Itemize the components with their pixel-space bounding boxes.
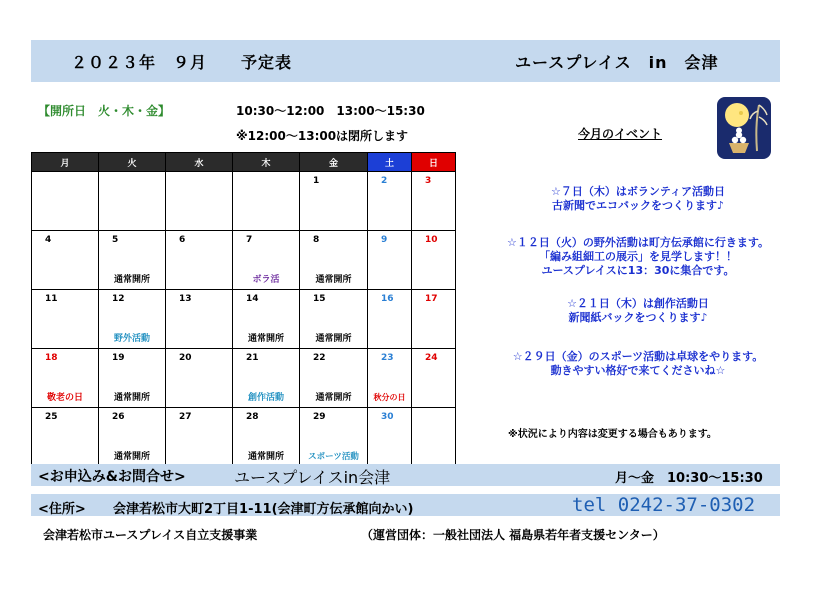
weekday-sat: 土 — [368, 153, 412, 172]
change-notice: ※状況により内容は変更する場合もあります。 — [508, 429, 717, 440]
date-sun: 24 — [412, 349, 456, 367]
date-wed: 13 — [166, 290, 233, 308]
calendar-date-row — [32, 172, 456, 190]
date-sun: 3 — [412, 172, 456, 190]
activity-wed — [166, 425, 233, 467]
activity-sat — [368, 248, 412, 290]
date-tue: 5 — [99, 231, 166, 249]
activity-sat — [368, 425, 412, 467]
activity-mon: 敬老の日 — [32, 366, 99, 408]
address: 会津若松市大町2丁目1-11(会津町方伝承館向かい) — [113, 502, 414, 517]
date-wed: 6 — [166, 231, 233, 249]
org-title: ユースプレイス in 会津 — [515, 53, 719, 72]
open-times: 10:30～12:00 13:00～15:30 — [236, 104, 425, 118]
date-mon: 18 — [32, 349, 99, 367]
date-sun — [412, 408, 456, 426]
activity-sat: 秋分の日 — [368, 366, 412, 408]
activity-tue: 通常開所 — [99, 425, 166, 467]
date-mon: 11 — [32, 290, 99, 308]
open-days: 【開所日 火・木・金】 — [38, 104, 171, 118]
date-fri: 8 — [300, 231, 368, 249]
activity-sun — [412, 189, 456, 231]
calendar-activity-row — [32, 366, 456, 408]
date-thu: 21 — [233, 349, 300, 367]
contact-org: ユースプレイスin会津 — [234, 468, 391, 487]
program-name: 会津若松市ユースプレイス自立支援事業 — [43, 528, 258, 542]
date-thu: 14 — [233, 290, 300, 308]
event-item — [468, 350, 808, 378]
calendar-activity-row — [32, 189, 456, 231]
activity-sun — [412, 307, 456, 349]
header-band — [31, 40, 780, 82]
activity-sun — [412, 425, 456, 467]
date-tue: 26 — [99, 408, 166, 426]
calendar-activity-row — [32, 248, 456, 290]
event-line: ☆２１日（木）は創作活動日 — [567, 297, 709, 310]
activity-tue: 野外活動 — [99, 307, 166, 349]
date-sun: 17 — [412, 290, 456, 308]
calendar-date-row — [32, 408, 456, 426]
calendar-date-row — [32, 231, 456, 249]
activity-mon — [32, 248, 99, 290]
contact-label: <お申込み&お問合せ> — [38, 469, 186, 485]
activity-fri: 通常開所 — [300, 366, 368, 408]
weekday-tue: 火 — [99, 153, 166, 172]
weekday-header — [32, 153, 456, 172]
activity-fri: 通常開所 — [300, 307, 368, 349]
date-wed: 20 — [166, 349, 233, 367]
closed-note: ※12:00～13:00は閉所します — [236, 129, 409, 143]
events-title: 今月のイベント — [578, 127, 663, 141]
date-mon: 4 — [32, 231, 99, 249]
event-line: ☆７日（木）はボランティア活動日 — [551, 185, 725, 198]
date-tue: 12 — [99, 290, 166, 308]
weekday-fri: 金 — [300, 153, 368, 172]
activity-fri: スポーツ活動 — [300, 425, 368, 467]
date-thu — [233, 172, 300, 190]
date-sun: 10 — [412, 231, 456, 249]
activity-fri — [300, 189, 368, 231]
date-wed: 27 — [166, 408, 233, 426]
event-line: ☆２９日（金）のスポーツ活動は卓球をやります。 — [512, 350, 764, 363]
activity-wed — [166, 248, 233, 290]
activity-mon — [32, 189, 99, 231]
calendar-table — [31, 152, 456, 467]
page-title: ２０２３年 ９月 予定表 — [71, 53, 293, 72]
event-item — [468, 297, 808, 325]
activity-wed — [166, 366, 233, 408]
calendar-date-row — [32, 349, 456, 367]
weekday-mon: 月 — [32, 153, 99, 172]
activity-thu: 創作活動 — [233, 366, 300, 408]
activity-sun — [412, 248, 456, 290]
calendar-activity-row — [32, 307, 456, 349]
address-label: <住所> — [38, 502, 86, 517]
event-item — [468, 185, 808, 213]
calendar-date-row — [32, 290, 456, 308]
calendar-activity-row — [32, 425, 456, 467]
date-tue: 19 — [99, 349, 166, 367]
weekday-thu: 木 — [233, 153, 300, 172]
date-sat: 23 — [368, 349, 412, 367]
activity-sat — [368, 307, 412, 349]
activity-sat — [368, 189, 412, 231]
event-line: 古新聞でエコバックをつくります♪ — [551, 199, 725, 212]
date-fri: 15 — [300, 290, 368, 308]
activity-wed — [166, 189, 233, 231]
event-line: ユースプレイスに13：30に集合です。 — [541, 264, 735, 277]
date-sat: 2 — [368, 172, 412, 190]
date-tue — [99, 172, 166, 190]
activity-tue: 通常開所 — [99, 366, 166, 408]
footer — [31, 464, 780, 550]
date-thu: 7 — [233, 231, 300, 249]
activity-tue — [99, 189, 166, 231]
event-line: 新聞紙バックをつくります♪ — [568, 311, 708, 324]
activity-thu: 通常開所 — [233, 425, 300, 467]
activity-wed — [166, 307, 233, 349]
activity-tue: 通常開所 — [99, 248, 166, 290]
event-item — [468, 236, 808, 278]
operator-name: （運営団体：一般社団法人 福島県若年者支援センター） — [361, 528, 665, 542]
event-line: 「編み組細工の展示」を見学します！！ — [539, 250, 737, 263]
date-thu: 28 — [233, 408, 300, 426]
date-fri: 29 — [300, 408, 368, 426]
activity-fri: 通常開所 — [300, 248, 368, 290]
activity-thu: ボラ活 — [233, 248, 300, 290]
date-sat: 9 — [368, 231, 412, 249]
date-sat: 30 — [368, 408, 412, 426]
activity-mon — [32, 425, 99, 467]
activity-thu: 通常開所 — [233, 307, 300, 349]
weekday-sun: 日 — [412, 153, 456, 172]
date-wed — [166, 172, 233, 190]
date-mon — [32, 172, 99, 190]
event-line: 動きやすい格好で来てくださいね☆ — [550, 364, 726, 377]
activity-sun — [412, 366, 456, 408]
activity-thu — [233, 189, 300, 231]
weekday-wed: 水 — [166, 153, 233, 172]
date-mon: 25 — [32, 408, 99, 426]
event-line: ☆１２日（火）の野外活動は町方伝承館に行きます。 — [507, 236, 769, 249]
activity-mon — [32, 307, 99, 349]
date-fri: 1 — [300, 172, 368, 190]
moon-viewing-illustration — [715, 95, 773, 161]
date-fri: 22 — [300, 349, 368, 367]
date-sat: 16 — [368, 290, 412, 308]
open-hours: 月～金 10:30～15:30 — [615, 471, 763, 486]
tel-number: tel 0242-37-0302 — [572, 494, 756, 516]
